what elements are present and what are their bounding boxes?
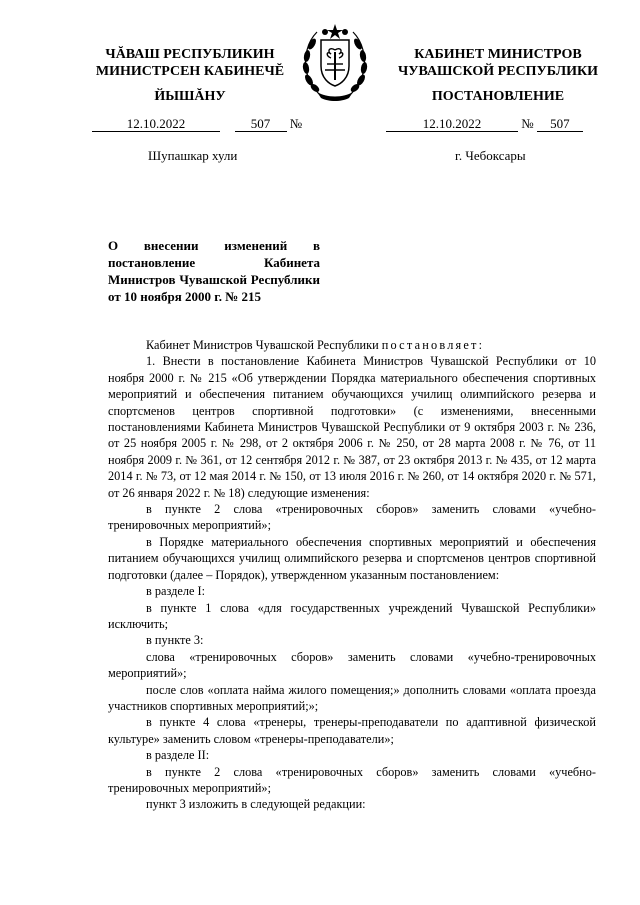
registration-right-date: 12.10.2022: [386, 116, 518, 132]
body-intro-main: Кабинет Министров Чувашской Республики: [146, 338, 379, 352]
place-left: Шупашкар хули: [148, 148, 238, 163]
coat-of-arms-svg: [297, 20, 373, 102]
registration-right-number: 507: [537, 116, 583, 132]
header-right-doc-type: ПОСТАНОВЛЕНИЕ: [431, 89, 565, 104]
body-paragraph: пункт 3 изложить в следующей редакции:: [146, 797, 366, 812]
header-left-org: [60, 46, 320, 80]
coat-of-arms-icon: [297, 20, 373, 102]
registration-right-no-sign: №: [521, 116, 534, 131]
body-paragraph: слова «тренировочных сборов» заменить словами «учебно-тренировочных мероприятий»;: [108, 649, 596, 681]
body-paragraph: после слов «оплата найма жилого помещения;» дополнить словами «оплата проезда участников спортивных мероприятий;»;: [108, 682, 596, 713]
header-right-line-1: КАБИНЕТ МИНИСТРОВ: [414, 47, 582, 62]
body-intro: [108, 337, 596, 353]
registration-right: [386, 116, 583, 132]
body-paragraph: в разделе II:: [146, 748, 210, 763]
body-paragraph: в разделе I:: [146, 584, 206, 599]
body-paragraph: в пункте 4 слова «тренеры, тренеры-преподаватели по адаптивной физической культуре» заменить словом «тренеры-преподаватели»;: [108, 715, 596, 746]
document-body: [108, 337, 596, 813]
document-title: О внесении изменений в постановление Кабинета Министров Чувашской Республики от 10 ноября 2000 г. № 215: [108, 238, 320, 304]
body-paragraph: в пункте 2 слова «тренировочных сборов» заменить словами «учебно-тренировочных мероприятий»;: [108, 502, 596, 533]
header-right-line-2: ЧУВАШСКОЙ РЕСПУБЛИКИ: [397, 64, 599, 79]
registration-left-number: 507: [235, 116, 287, 132]
registration-left: [92, 116, 302, 132]
body-paragraph: в пункте 3:: [146, 633, 204, 648]
body-intro-spaced: постановляет:: [381, 338, 485, 352]
body-paragraph: в пункте 1 слова «для государственных учреждений Чувашской Республики» исключить;: [108, 600, 596, 631]
header-right-org: [378, 46, 618, 80]
registration-left-no-sign: №: [289, 116, 303, 131]
registration-left-date: 12.10.2022: [92, 116, 220, 132]
body-paragraph: в пункте 2 слова «тренировочных сборов» заменить словами «учебно-тренировочных мероприятий»;: [108, 764, 596, 795]
header-left-line-2: МИНИСТРСЕН КАБИНЕЧĔ: [95, 64, 285, 79]
place-right: г. Чебоксары: [455, 148, 526, 163]
header-left-line-1: ЧĂВАШ РЕСПУБЛИКИН: [105, 47, 275, 62]
header-left-doc-type: ЙЫШĂНУ: [154, 89, 226, 104]
body-paragraph: в Порядке материального обеспечения спортивных мероприятий и обеспечения питанием обучающихся училищ олимпийского резерва и спортсменов центров спортивной подготовки (далее – Порядок), утвержденном указанным постановлением:: [108, 534, 596, 582]
body-paragraph: 1. Внести в постановление Кабинета Министров Чувашской Республики от 10 ноября 2000 г. № 215 «Об утверждении Порядка материального обеспечения спортивных мероприятий и обеспечения питанием обучающихся училищ олимпийского резерва и спортсменов центров спортивной подготовки» (с изменениями, внесенными постановлениями Кабинета Министров Чувашской Республики от 9 октября 2003 г. № 236, от 25 ноября 2005 г. № 298, от 2 октября 2006 г. № 250, от 28 марта 2008 г. № 76, от 11 ноября 2009 г. № 361, от 12 сентября 2012 г. № 387, от 23 октября 2013 г. № 435, от 12 марта 2014 г. № 73, от 12 мая 2014 г. № 150, от 13 июля 2016 г. № 260, от 14 октября 2020 г. № 571, от 26 января 2022 г. № 18) следующие изменения:: [108, 354, 596, 500]
